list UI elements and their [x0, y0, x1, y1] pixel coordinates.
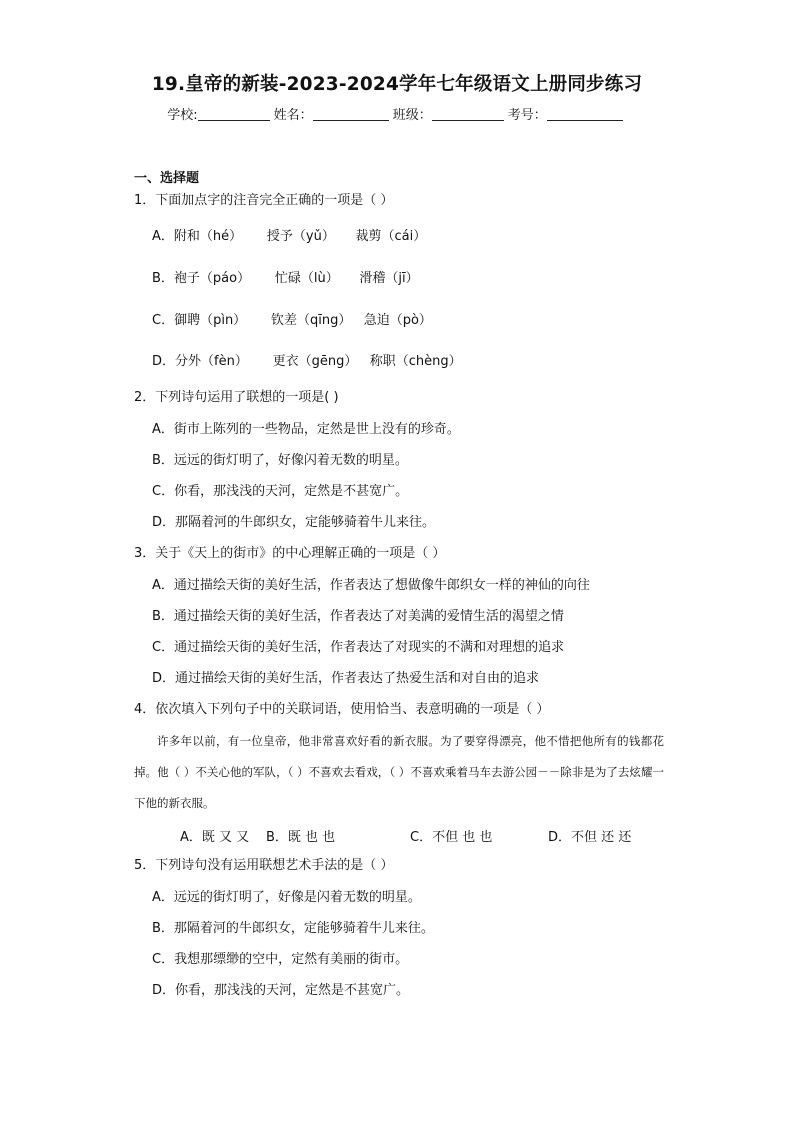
question-4-stem: 4．依次填入下列句子中的关联词语，使用恰当、表意明确的一项是（ ）	[134, 702, 550, 717]
question-3-option-b: B．通过描绘天街的美好生活，作者表达了对美满的爱情生活的渴望之情	[152, 609, 564, 624]
number-label: 考号：	[507, 108, 547, 123]
question-4-option-c: C．不但 也 也	[410, 830, 493, 845]
question-1-option-b: B．袍子（páo） 忙碌（lù） 滑稽（jī）	[152, 271, 419, 286]
student-info-row	[0, 104, 794, 123]
question-5-option-d: D．你看，那浅浅的天河，定然是不甚宽广。	[152, 983, 410, 998]
question-4-option-d: D．不但 还 还	[548, 830, 632, 845]
question-1-option-c: C．御聘（pìn） 钦差（qīng） 急迫（pò）	[152, 313, 432, 328]
question-2-option-b: B．远远的街灯明了，好像闪着无数的明星。	[152, 453, 408, 468]
class-blank	[432, 107, 504, 121]
school-label: 学校:	[167, 108, 198, 123]
question-1-option-d: D．分外（fèn） 更衣（gēng） 称职（chèng）	[152, 354, 462, 369]
number-blank	[547, 107, 623, 121]
name-blank	[313, 107, 389, 121]
question-4-passage	[134, 726, 664, 819]
passage-text: 许多年以前，有一位皇帝，他非常喜欢好看的新衣服。为了要穿得漂亮，他不惜把他所有的钱都花掉。他（ ）不关心他的军队，（ ）不喜欢去看戏，（ ）不喜欢乘着马车去游公园－－除非是为了去炫耀一下他的新衣服。	[134, 734, 664, 810]
question-1-option-a: A．附和（hé） 授予（yǔ） 裁剪（cái）	[152, 229, 427, 244]
question-1-stem: 1．下面加点字的注音完全正确的一项是（ ）	[134, 193, 394, 208]
question-2-stem: 2．下列诗句运用了联想的一项是( )	[134, 390, 339, 405]
question-2-option-d: D．那隔着河的牛郎织女，定能够骑着牛儿来往。	[152, 515, 436, 530]
question-3-option-a: A．通过描绘天街的美好生活，作者表达了想做像牛郎织女一样的神仙的向往	[152, 578, 590, 593]
question-5-option-a: A．远远的街灯明了，好像是闪着无数的明星。	[152, 890, 421, 905]
question-2-option-c: C．你看，那浅浅的天河，定然是不甚宽广。	[152, 484, 409, 499]
class-label: 班级：	[392, 108, 432, 123]
question-4-option-b: B．既 也 也	[266, 830, 336, 845]
question-5-option-c: C．我想那缥缈的空中，定然有美丽的街市。	[152, 952, 409, 967]
question-3-stem: 3．关于《天上的街市》的中心理解正确的一项是（ ）	[134, 546, 446, 561]
question-3-option-c: C．通过描绘天街的美好生活，作者表达了对现实的不满和对理想的追求	[152, 640, 565, 655]
section-heading: 一、选择题	[134, 171, 200, 186]
name-label: 姓名：	[273, 108, 313, 123]
question-3-option-d: D．通过描绘天街的美好生活，作者表达了热爱生活和对自由的追求	[152, 671, 540, 686]
question-5-stem: 5．下列诗句没有运用联想艺术手法的是（ ）	[134, 858, 394, 873]
school-blank	[198, 107, 270, 121]
worksheet-title: 19.皇帝的新装-2023-2024学年七年级语文上册同步练习	[151, 74, 643, 95]
question-5-option-b: B．那隔着河的牛郎织女，定能够骑着牛儿来往。	[152, 921, 434, 936]
question-2-option-a: A．街市上陈列的一些物品，定然是世上没有的珍奇。	[152, 422, 460, 437]
question-4-option-a: A．既 又 又	[180, 830, 250, 845]
